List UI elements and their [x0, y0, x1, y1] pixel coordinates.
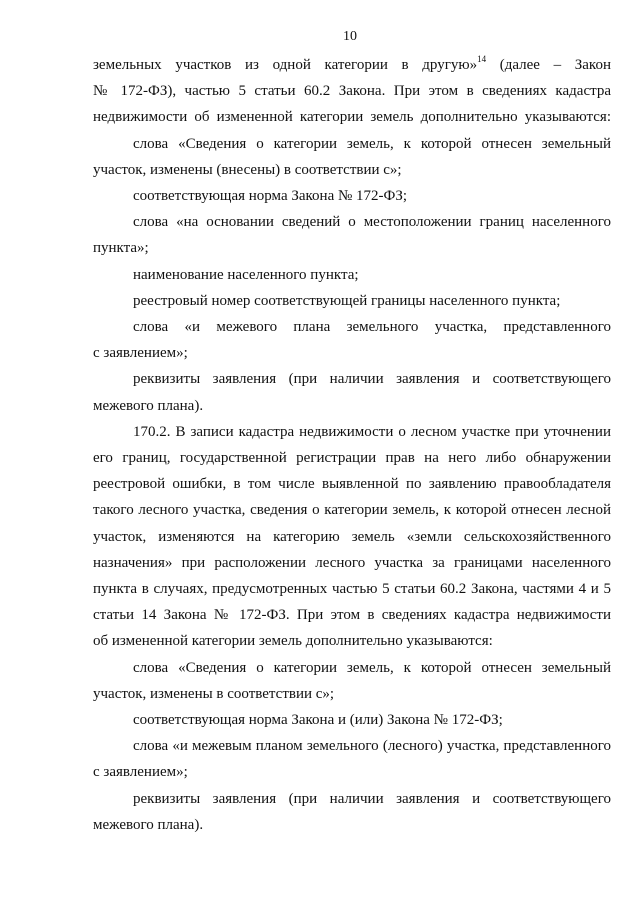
footnote-ref: 14 [477, 54, 487, 64]
text-line: слова «Сведения о категории земель, к которой отнесен земельный [133, 659, 611, 676]
text-line: пункта»; [93, 240, 149, 257]
text-line: соответствующая норма Закона и (или) Закона № 172-ФЗ; [133, 712, 503, 729]
text-line: реестровый номер соответствующей границы населенного пункта; [133, 292, 561, 309]
document-body [93, 52, 611, 838]
text-line: пункта в случаях, предусмотренных частью 5 статьи 60.2 Закона, частями 4 и 5 [93, 581, 611, 598]
text-line: участок, изменяются на категорию земель «земли сельскохозяйственного [93, 528, 611, 545]
page-number: 10 [343, 29, 357, 44]
text-line: соответствующая норма Закона № 172-ФЗ; [133, 188, 408, 205]
text-line: об измененной категории земель дополнительно указываются: [93, 633, 493, 650]
text-line: участок, изменены (внесены) в соответствии с»; [93, 161, 402, 178]
text-line: № 172-ФЗ), частью 5 статьи 60.2 Закона. При этом в сведениях кадастра [93, 83, 611, 100]
text-line: слова «и межевого плана земельного участка, представленного [133, 319, 611, 336]
text-line: участок, изменены в соответствии с»; [93, 685, 335, 702]
text-line: земельных участков из одной категории в другую»$^{14}$ (далее – Закон [93, 54, 611, 73]
text-line: слова «Сведения о категории земель, к которой отнесен земельный [133, 135, 611, 152]
text-line: 170.2. В записи кадастра недвижимости о лесном участке при уточнении [133, 423, 611, 440]
text-line: реквизиты заявления (при наличии заявления и соответствующего [133, 371, 611, 388]
text-line: реестровой ошибки, в том числе выявленной по заявлению правообладателя [93, 476, 611, 493]
text-line: недвижимости об измененной категории земель дополнительно указываются: [93, 109, 611, 126]
text-line: межевого плана). [93, 397, 204, 414]
text-line: назначения» при расположении лесного участка за границами населенного [93, 554, 611, 571]
text-line: его границ, государственной регистрации прав на него либо обнаружении [93, 450, 611, 467]
text-line: слова «на основании сведений о местоположении границ населенного [133, 214, 611, 231]
text-line: наименование населенного пункта; [133, 266, 359, 283]
text-line: реквизиты заявления (при наличии заявления и соответствующего [133, 790, 611, 807]
text-line: с заявлением»; [93, 345, 188, 362]
text-line: слова «и межевым планом земельного (лесного) участка, представленного [133, 738, 611, 755]
text-line: статьи 14 Закона № 172-ФЗ. При этом в сведениях кадастра недвижимости [93, 607, 611, 624]
text-line: такого лесного участка, сведения о категории земель, к которой отнесен лесной [93, 502, 611, 519]
text-line: межевого плана). [93, 816, 204, 833]
text-line: с заявлением»; [93, 764, 188, 781]
